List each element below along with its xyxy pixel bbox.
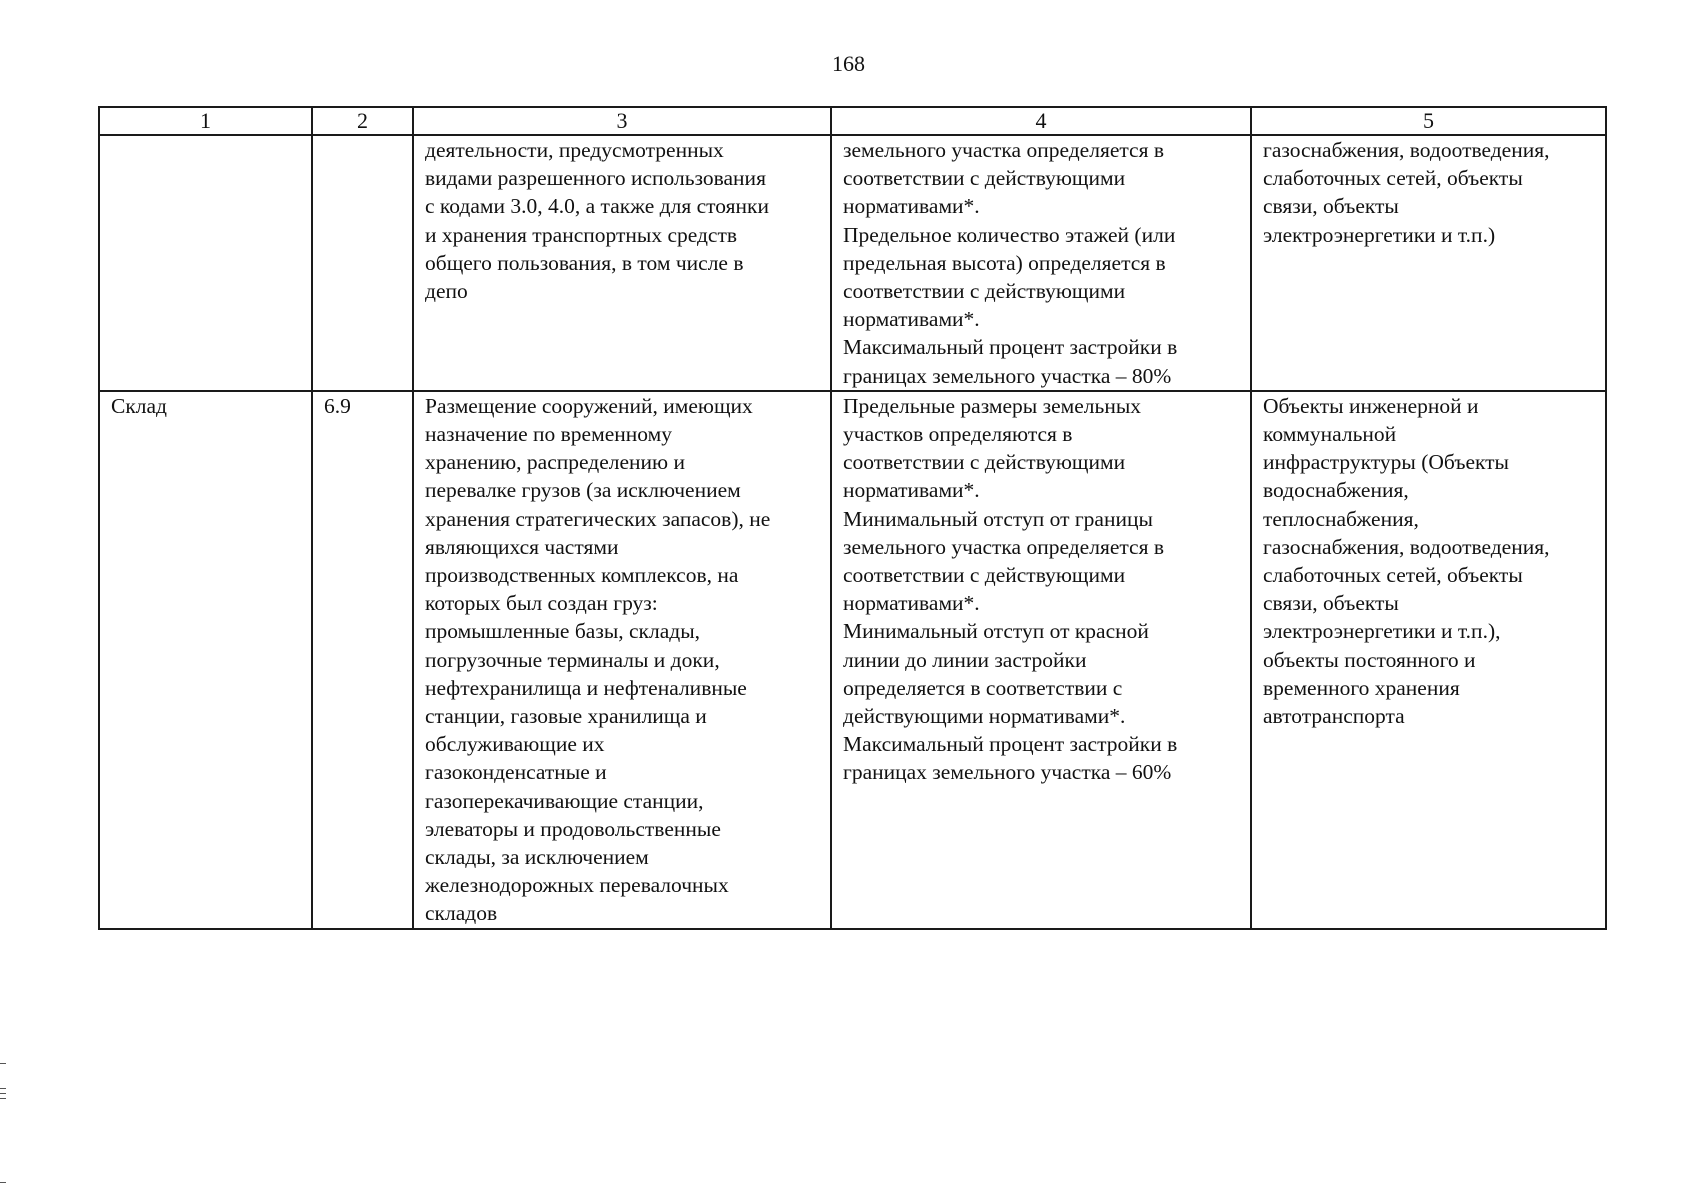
column-number-4: 4 <box>831 107 1251 135</box>
use-type-description: Размещение сооружений, имеющих назначение по временному хранению, распределению и перевалке грузов (за исключением хранения стратегических запасов), не являющихся частями производственных комплексов, на которых был создан груз: промышленные базы, склады, погрузочные терминалы и доки, нефтехранилища и нефтеналивные станции, газовые хранилища и обслуживающие их газоконденсатные и газоперекачивающие станции, элеваторы и продовольственные склады, за исключением железнодорожных перевалочных складов <box>413 391 831 929</box>
use-type-parameters: земельного участка определяется в соответствии с действующими нормативами*. Предельное количество этажей (или предельная высота) определяется в соответствии с действующими нормативами*. Максимальный процент застройки в границах земельного участка – 80% <box>831 135 1251 391</box>
column-number-5: 5 <box>1251 107 1606 135</box>
column-number-3: 3 <box>413 107 831 135</box>
use-type-description: деятельности, предусмотренных видами разрешенного использования с кодами 3.0, 4.0, а также для стоянки и хранения транспортных средств общего пользования, в том числе в депо <box>413 135 831 391</box>
column-number-2: 2 <box>312 107 413 135</box>
auxiliary-uses: газоснабжения, водоотведения, слаботочных сетей, объекты связи, объекты электроэнергетики и т.п.) <box>1251 135 1606 391</box>
scan-margin-mark <box>0 1088 6 1089</box>
table-row <box>99 135 1606 391</box>
column-number-1: 1 <box>99 107 312 135</box>
use-type-name <box>99 135 312 391</box>
scan-margin-mark <box>0 1182 6 1183</box>
table-row <box>99 391 1606 929</box>
use-type-code: 6.9 <box>312 391 413 929</box>
use-type-name: Склад <box>99 391 312 929</box>
scan-margin-mark <box>0 1063 6 1064</box>
scan-margin-mark <box>0 1098 6 1099</box>
table-header-row <box>99 107 1606 135</box>
page-number: 168 <box>832 51 865 76</box>
regulations-table <box>98 106 1607 930</box>
use-type-parameters: Предельные размеры земельных участков определяются в соответствии с действующими нормативами*. Минимальный отступ от границы земельного участка определяется в соответствии с действующими нормативами*. Минимальный отступ от красной линии до линии застройки определяется в соответствии с действующими нормативами*. Максимальный процент застройки в границах земельного участка – 60% <box>831 391 1251 929</box>
scan-margin-mark <box>0 1093 6 1094</box>
use-type-code <box>312 135 413 391</box>
auxiliary-uses: Объекты инженерной и коммунальной инфраструктуры (Объекты водоснабжения, теплоснабжения, газоснабжения, водоотведения, слаботочных сетей, объекты связи, объекты электроэнергетики и т.п.), объекты постоянного и временного хранения автотранспорта <box>1251 391 1606 929</box>
